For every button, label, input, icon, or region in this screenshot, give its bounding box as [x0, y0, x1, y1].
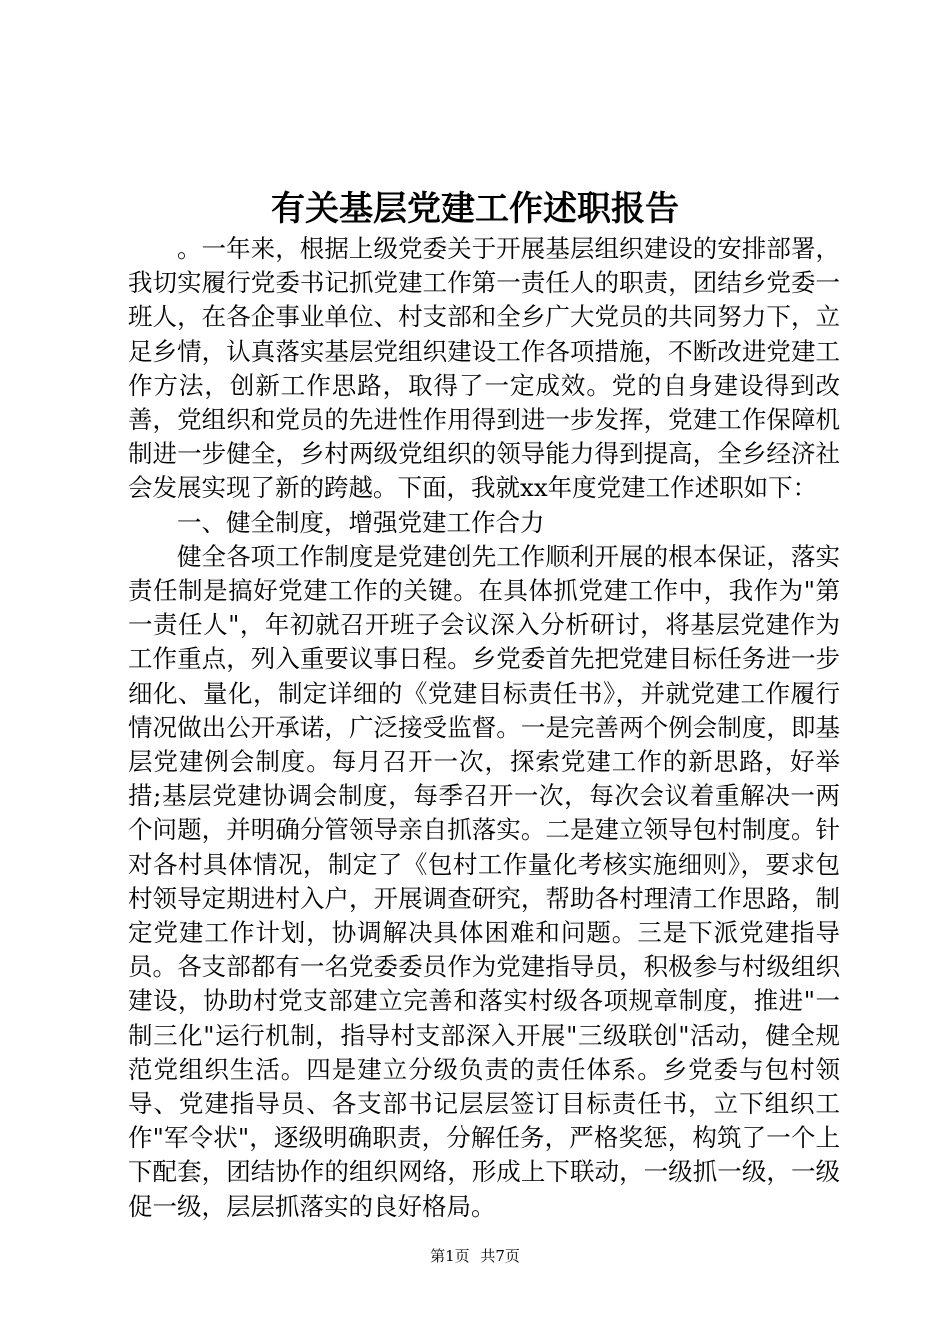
page-title: 有关基层党建工作述职报告 [271, 189, 679, 229]
intro-paragraph: 。一年来，根据上级党委关于开展基层组织建设的安排部署，我切实履行党委书记抓党建工作第一责任人的职责，团结乡党委一班人，在各企事业单位、村支部和全乡广大党员的共同努力下，立足乡情，认真落实基层党组织建设工作各项措施，不断改进党建工作方法，创新工作思路，取得了一定成效。党的自身建设得到改善，党组织和党员的先进性作用得到进一步发挥，党建工作保障机制进一步健全，乡村两级党组织的领导能力得到提高，全乡经济社会发展实现了新的跨越。下面，我就xx年度党建工作述职如下： [128, 234, 840, 503]
section-heading: 一、健全制度，增强党建工作合力 [177, 507, 545, 537]
page-number: 第1页 [430, 1247, 470, 1265]
document-body [128, 232, 840, 1224]
section-paragraph: 健全各项工作制度是党建创先工作顺利开展的根本保证，落实责任制是搞好党建工作的关键。在具体抓党建工作中，我作为"第一责任人"，年初就召开班子会议深入分析研讨，将基层党建作为工作重点，列入重要议事日程。乡党委首先把党建目标任务进一步细化、量化，制定详细的《党建目标责任书》，并就党建工作履行情况做出公开承诺，广泛接受监督。一是完善两个例会制度，即基层党建例会制度。每月召开一次，探索党建工作的新思路，好举措;基层党建协调会制度，每季召开一次，每次会议着重解决一两个问题，并明确分管领导亲自抓落实。二是建立领导包村制度。针对各村具体情况，制定了《包村工作量化考核实施细则》，要求包村领导定期进村入户，开展调查研究，帮助各村理清工作思路，制定党建工作计划，协调解决具体困难和问题。三是下派党建指导员。各支部都有一名党委委员作为党建指导员，积极参与村级组织建设，协助村党支部建立完善和落实村级各项规章制度，推进"一制三化"运行机制，指导村支部深入开展"三级联创"活动，健全规范党组织生活。四是建立分级负责的责任体系。乡党委与包村领导、党建指导员、各支部书记层层签订目标责任书，立下组织工作"军令状"，逐级明确职责，分解任务，严格奖惩，构筑了一个上下配套，团结协作的组织网络，形成上下联动，一级抓一级，一级促一级，层层抓落实的良好格局。 [128, 541, 840, 1221]
page-footer [0, 1246, 950, 1266]
page-total: 共7页 [480, 1247, 520, 1265]
